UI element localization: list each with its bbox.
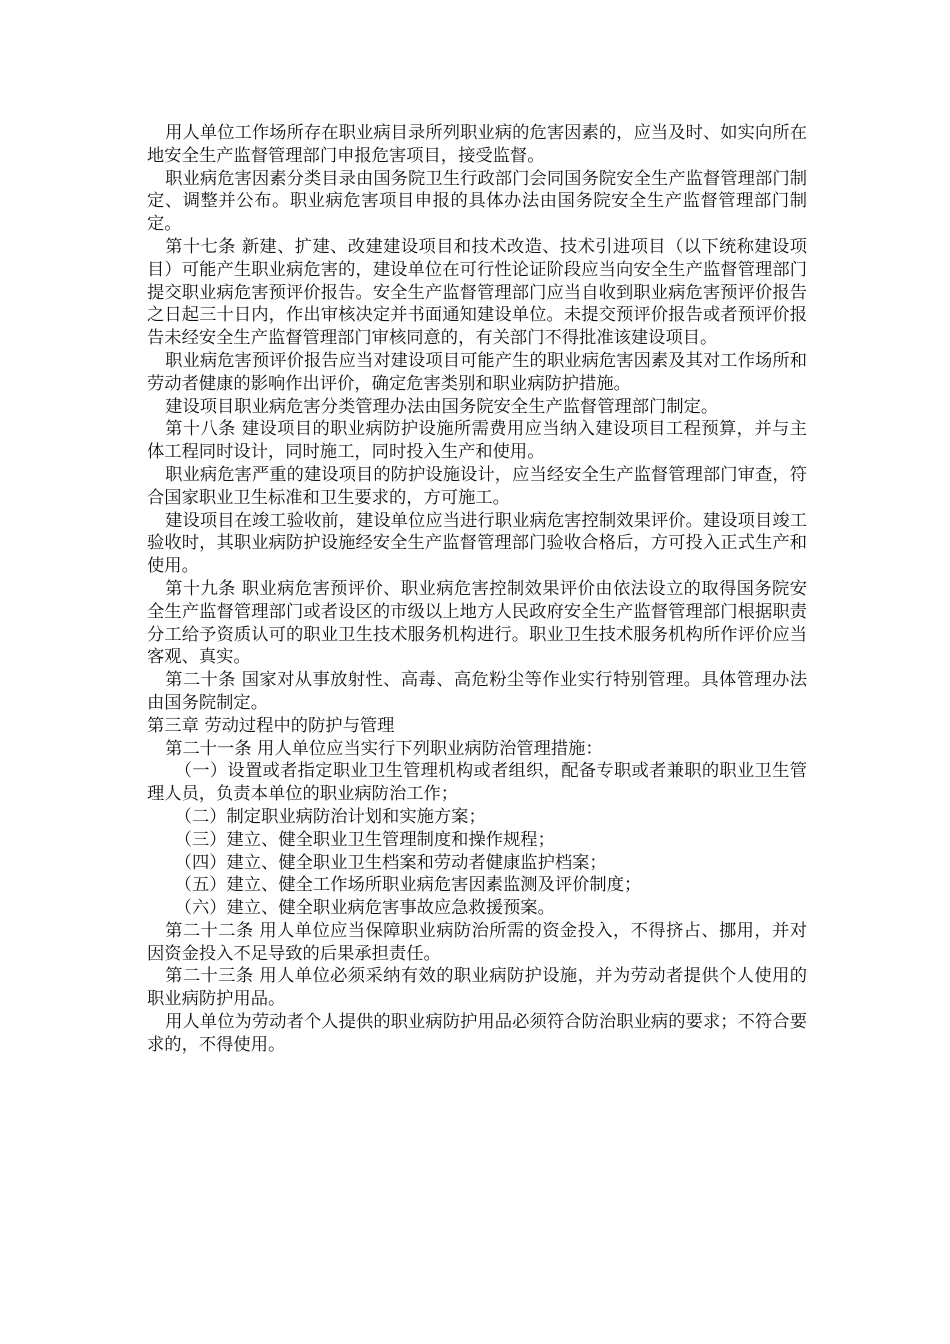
paragraph-article-18: 第十八条 建设项目的职业病防护设施所需费用应当纳入建设项目工程预算，并与主体工程同时设计，同时施工，同时投入生产和使用。 [147, 419, 807, 463]
paragraph-pre-assessment-report: 职业病危害预评价报告应当对建设项目可能产生的职业病危害因素及其对工作场所和劳动者健康的影响作出评价，确定危害类别和职业病防护措施。 [147, 350, 807, 394]
paragraph-completion-acceptance: 建设项目在竣工验收前，建设单位应当进行职业病危害控制效果评价。建设项目竣工验收时，其职业病防护设施经安全生产监督管理部门验收合格后，方可投入正式生产和使用。 [147, 510, 807, 577]
list-item-3: （三）建立、健全职业卫生管理制度和操作规程； [174, 829, 555, 850]
list-item-4: （四）建立、健全职业卫生档案和劳动者健康监护档案； [174, 852, 607, 873]
list-item-6: （六）建立、健全职业病危害事故应急救援预案。 [174, 898, 555, 919]
paragraph-classification-rules: 建设项目职业病危害分类管理办法由国务院安全生产监督管理部门制定。 [165, 396, 719, 417]
list-item-5: （五）建立、健全工作场所职业病危害因素监测及评价制度； [174, 875, 642, 896]
paragraph-article-22: 第二十二条 用人单位应当保障职业病防治所需的资金投入，不得挤占、挪用，并对因资金投入不足导致的后果承担责任。 [147, 920, 807, 964]
document-page [147, 122, 807, 1057]
paragraph-article-17: 第十七条 新建、扩建、改建建设项目和技术改造、技术引进项目（以下统称建设项目）可能产生职业病危害的，建设单位在可行性论证阶段应当向安全生产监督管理部门提交职业病危害预评价报告。安全生产监督管理部门应当自收到职业病危害预评价报告之日起三十日内，作出审核决定并书面通知建设单位。未提交预评价报告或者预评价报告未经安全生产监督管理部门审核同意的，有关部门不得批准该建设项目。 [147, 236, 807, 349]
paragraph-protective-design-review: 职业病危害严重的建设项目的防护设施设计，应当经安全生产监督管理部门审查，符合国家职业卫生标准和卫生要求的，方可施工。 [147, 464, 807, 508]
chapter-3-heading: 第三章 劳动过程中的防护与管理 [147, 715, 395, 736]
paragraph-article-19: 第十九条 职业病危害预评价、职业病危害控制效果评价由依法设立的取得国务院安全生产监督管理部门或者设区的市级以上地方人民政府安全生产监督管理部门根据职责分工给予资质认可的职业卫生技术服务机构进行。职业卫生技术服务机构所作评价应当客观、真实。 [147, 578, 807, 668]
paragraph-protective-equipment: 用人单位为劳动者个人提供的职业病防护用品必须符合防治职业病的要求；不符合要求的，不得使用。 [147, 1012, 807, 1055]
paragraph-article-23: 第二十三条 用人单位必须采纳有效的职业病防护设施，并为劳动者提供个人使用的职业病防护用品。 [147, 966, 807, 1010]
paragraph-report-hazard: 用人单位工作场所存在职业病目录所列职业病的危害因素的，应当及时、如实向所在地安全生产监督管理部门申报危害项目，接受监督。 [147, 123, 807, 166]
paragraph-hazard-catalog: 职业病危害因素分类目录由国务院卫生行政部门会同国务院安全生产监督管理部门制定、调整并公布。职业病危害项目申报的具体办法由国务院安全生产监督管理部门制定。 [147, 168, 807, 235]
paragraph-article-20: 第二十条 国家对从事放射性、高毒、高危粉尘等作业实行特别管理。具体管理办法由国务院制定。 [147, 670, 807, 713]
paragraph-article-21: 第二十一条 用人单位应当实行下列职业病防治管理措施： [165, 738, 603, 759]
list-item-1: （一）设置或者指定职业卫生管理机构或者组织，配备专职或者兼职的职业卫生管理人员，负责本单位的职业病防治工作； [147, 761, 807, 805]
list-item-2: （二）制定职业病防治计划和实施方案； [174, 806, 486, 827]
